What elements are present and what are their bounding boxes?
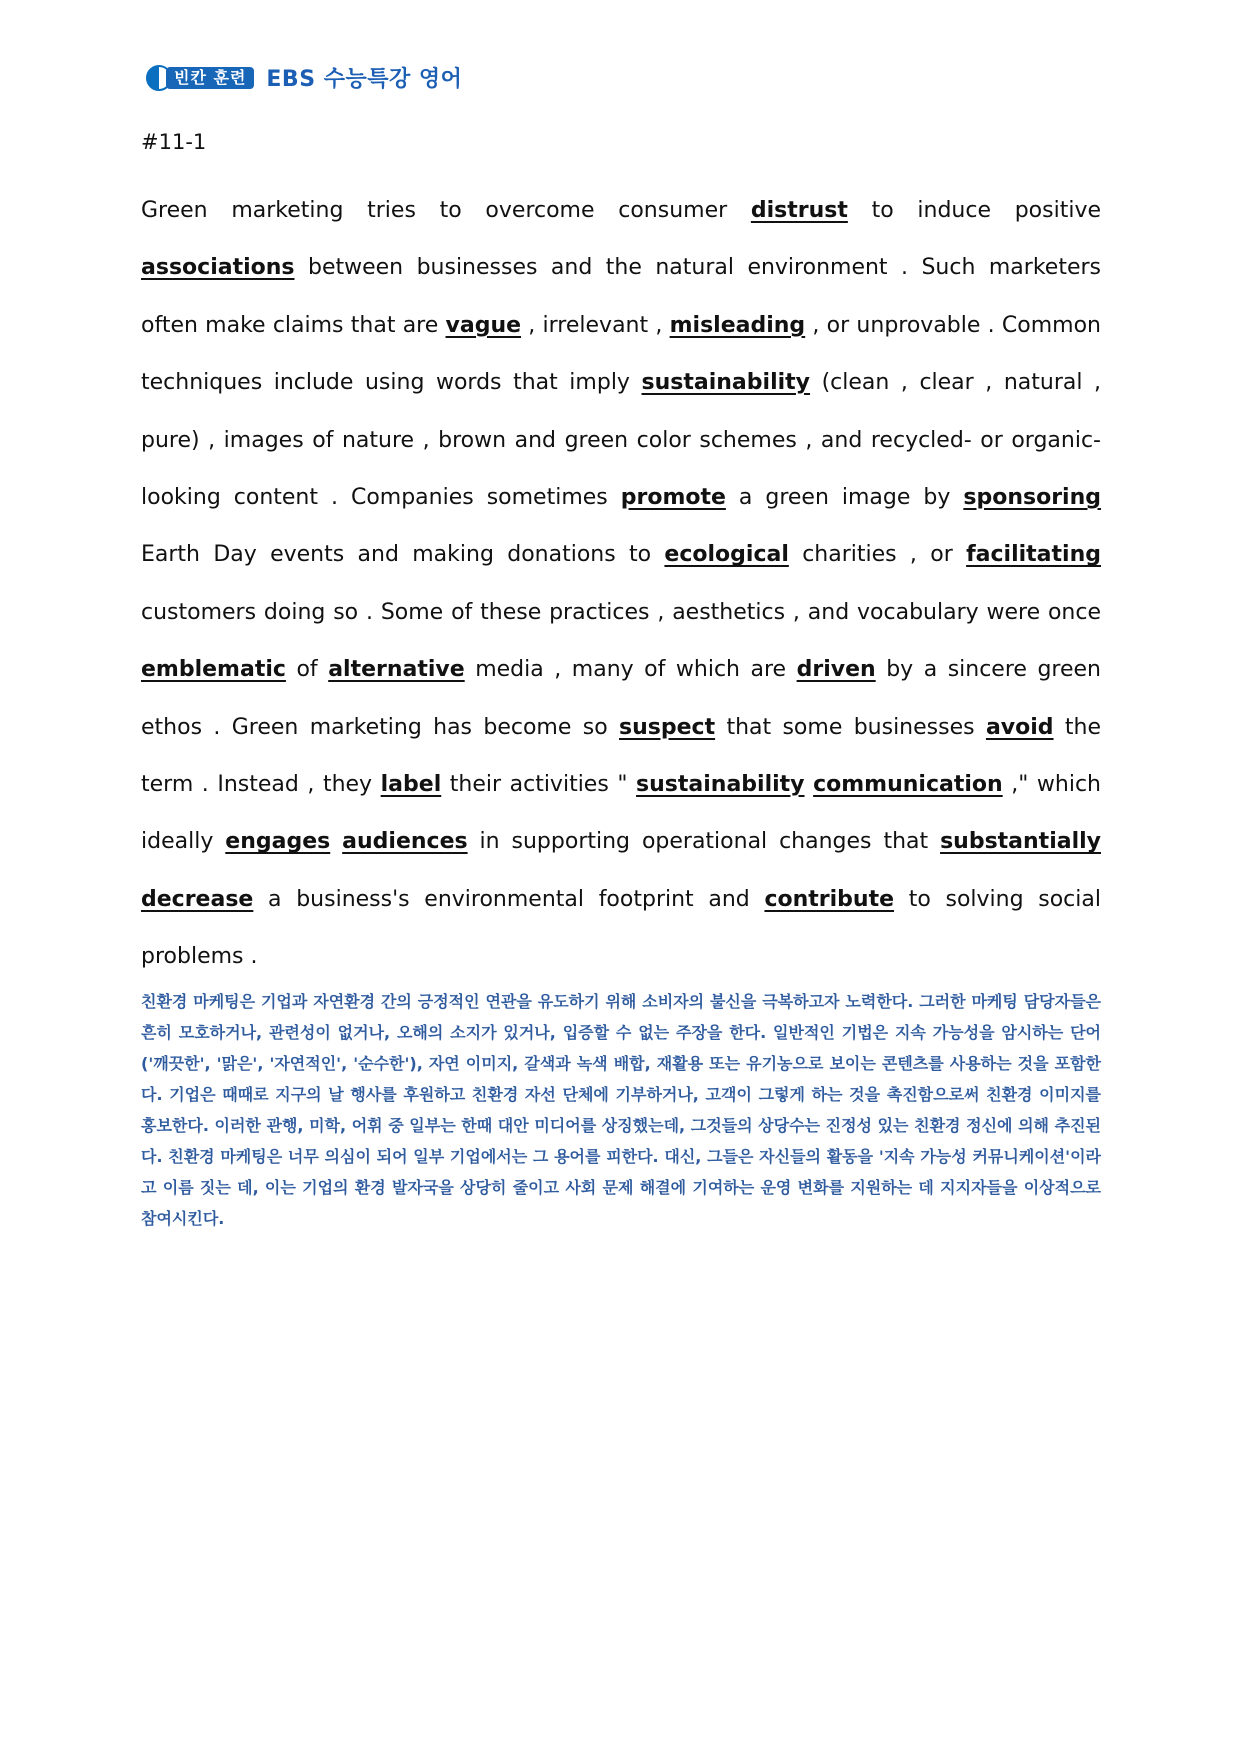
keyword-ecological: ecological [664, 542, 789, 568]
keyword-sponsoring: sponsoring [963, 485, 1101, 511]
passage-text: to induce positive [847, 198, 1101, 223]
keyword-emblematic: emblematic [141, 657, 286, 683]
korean-translation: 친환경 마케팅은 기업과 자연환경 간의 긍정적인 연관을 유도하기 위해 소비자의 불신을 극복하고자 노력한다. 그러한 마케팅 담당자들은 흔히 모호하거나, 관련성이 없거나, 오해의 소지가 있거나, 입증할 수 없는 주장을 한다. 일반적인 기법은 지속 가능성을 암시하는 단어('깨끗한', '맑은', '자연적인', '순수한'), 자연 이미지, 갈색과 녹색 배합, 재활용 또는 유기농으로 보이는 콘텐츠를 사용하는 것을 포함한다. 기업은 때때로 지구의 날 행사를 후원하고 친환경 자선 단체에 기부하거나, 고객이 그렇게 하는 것을 촉진함으로써 친환경 이미지를 홍보한다. 이러한 관행, 미학, 어휘 중 일부는 한때 대안 미디어를 상징했는데, 그것들의 상당수는 진정성 있는 친환경 정신에 의해 추진된다. 친환경 마케팅은 너무 의심이 되어 일부 기업에서는 그 용어를 피한다. 대신, 그들은 자신들의 활동을 '지속 가능성 커뮤니케이션'이라고 이름 짓는 데, 이는 기업의 환경 발자국을 상당히 줄이고 사회 문제 해결에 기여하는 운영 변화를 지원하는 데 지지자들을 이상적으로 참여시킨다. [141, 992, 1101, 1228]
passage-text: the term . Instead , they [141, 714, 1101, 798]
keyword-vague: vague [445, 312, 522, 338]
english-passage [141, 182, 1101, 986]
passage-text: between businesses and the natural environment . Such marketers often make claims that are [141, 255, 1101, 338]
keyword-audiences: audiences [342, 829, 468, 855]
passage-text [330, 829, 342, 854]
keyword-avoid: avoid [985, 714, 1054, 740]
keyword-alternative: alternative [328, 657, 465, 683]
passage-text: in supporting operational changes that [467, 829, 941, 855]
passage-text: (clean , clear , natural , pure) , images of nature , brown and green color schemes , and recycled- or organic-looking content . Companies sometimes [141, 370, 1102, 511]
keyword-communication: communication [813, 772, 1003, 798]
keyword-label: label [380, 772, 442, 798]
keyword-driven: driven [796, 657, 876, 683]
passage-text [805, 772, 814, 797]
page-header [146, 62, 462, 93]
section-badge [146, 64, 254, 91]
keyword-sustainability: sustainability [636, 772, 805, 798]
passage-text: a green image by [725, 485, 964, 511]
keyword-decrease: decrease [141, 886, 254, 912]
header-title: EBS 수능특강 영어 [266, 67, 463, 92]
passage-text: of [285, 657, 329, 683]
passage-text: , or unprovable . Common techniques include using words that imply [141, 312, 1101, 396]
keyword-substantially: substantially [940, 829, 1102, 855]
passage-text: Earth Day events and making donations to [141, 542, 665, 568]
passage-text: charities , or [788, 542, 967, 568]
passage-text: , irrelevant , [521, 312, 670, 338]
keyword-promote: promote [620, 485, 726, 511]
keyword-sustainability: sustainability [641, 370, 811, 396]
question-number: #11-1 [141, 130, 207, 154]
passage-text: ," which ideally [141, 772, 1101, 855]
keyword-suspect: suspect [619, 714, 716, 740]
passage-text: their activities " [441, 772, 637, 798]
keyword-contribute: contribute [764, 886, 895, 912]
passage-text: a business's environmental footprint and [253, 886, 765, 912]
section-badge-label: 빈칸 훈련 [166, 67, 254, 89]
passage-text: that some businesses [715, 714, 986, 740]
passage-text: Green marketing tries to overcome consumer [141, 198, 751, 223]
passage-text: by a sincere green ethos . Green marketing has become so [141, 657, 1101, 740]
passage-text: media , many of which are [464, 657, 797, 683]
passage-text: customers doing so . Some of these practices , aesthetics , and vocabulary were once [141, 599, 1101, 625]
keyword-facilitating: facilitating [966, 542, 1101, 568]
keyword-associations: associations [141, 255, 295, 281]
keyword-misleading: misleading [669, 312, 806, 338]
keyword-engages: engages [225, 829, 331, 855]
passage-text: to solving social problems . [141, 886, 1101, 970]
keyword-distrust: distrust [750, 198, 848, 223]
